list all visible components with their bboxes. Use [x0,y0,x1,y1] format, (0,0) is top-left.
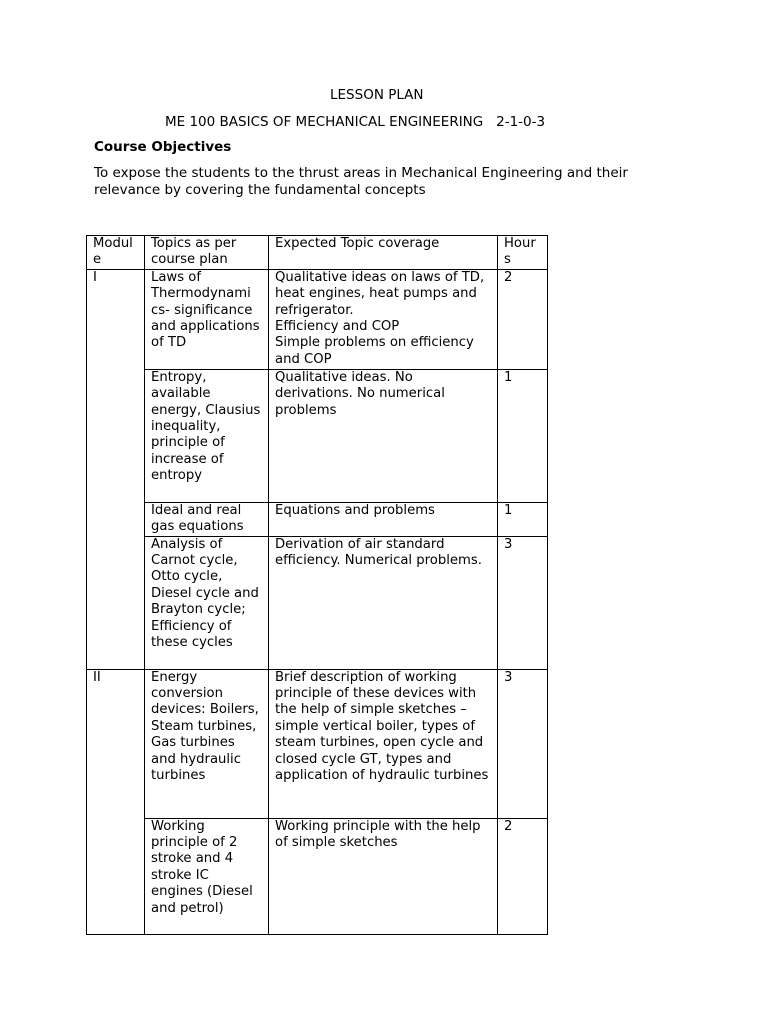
topic-cell: Laws of Thermodynami cs- significance and applications of TD [145,269,269,369]
header-module: Modul e [87,236,145,270]
module-cell: II [87,669,145,934]
coverage-cell: Brief description of working principle of these devices with the help of simple sketches –simple vertical boiler, types of steam turbines, open cycle and closed cycle GT, types and application of hydraulic turbines [269,669,498,818]
objectives-heading: Course Objectives [94,139,232,155]
table-row [87,369,548,502]
topic-cell: Ideal and real gas equations [145,502,269,536]
table-header-row [87,236,548,270]
table-row [87,502,548,536]
coverage-cell: Equations and problems [269,502,498,536]
module-cell: I [87,269,145,669]
coverage-cell: Derivation of air standard efficiency. Numerical problems. [269,536,498,669]
table-row [87,536,548,669]
page-title: LESSON PLAN [330,87,424,103]
table-row [87,269,548,369]
header-hours: Hour s [498,236,548,270]
topic-cell: Energy conversion devices: Boilers, Steam turbines, Gas turbines and hydraulic turbines [145,669,269,818]
hours-cell: 2 [498,269,548,369]
table-row [87,818,548,934]
hours-cell: 2 [498,818,548,934]
coverage-cell: Working principle with the help of simple sketches [269,818,498,934]
coverage-cell: Qualitative ideas on laws of TD, heat engines, heat pumps and refrigerator. Efficiency and COP Simple problems on efficiency and COP [269,269,498,369]
lesson-plan-table [86,235,548,935]
hours-cell: 3 [498,536,548,669]
topic-cell: Entropy, available energy, Clausius inequality, principle of increase of entropy [145,369,269,502]
hours-cell: 1 [498,502,548,536]
header-coverage: Expected Topic coverage [269,236,498,270]
coverage-cell: Qualitative ideas. No derivations. No numerical problems [269,369,498,502]
topic-cell: Working principle of 2 stroke and 4 stroke IC engines (Diesel and petrol) [145,818,269,934]
course-subtitle: ME 100 BASICS OF MECHANICAL ENGINEERING 2-1-0-3 [165,114,546,130]
hours-cell: 3 [498,669,548,818]
hours-cell: 1 [498,369,548,502]
topic-cell: Analysis of Carnot cycle, Otto cycle, Diesel cycle and Brayton cycle; Efficiency of these cycles [145,536,269,669]
objectives-text: To expose the students to the thrust areas in Mechanical Engineering and their relevance by covering the fundamental concepts [94,165,628,198]
table-row [87,669,548,818]
header-topics: Topics as per course plan [145,236,269,270]
